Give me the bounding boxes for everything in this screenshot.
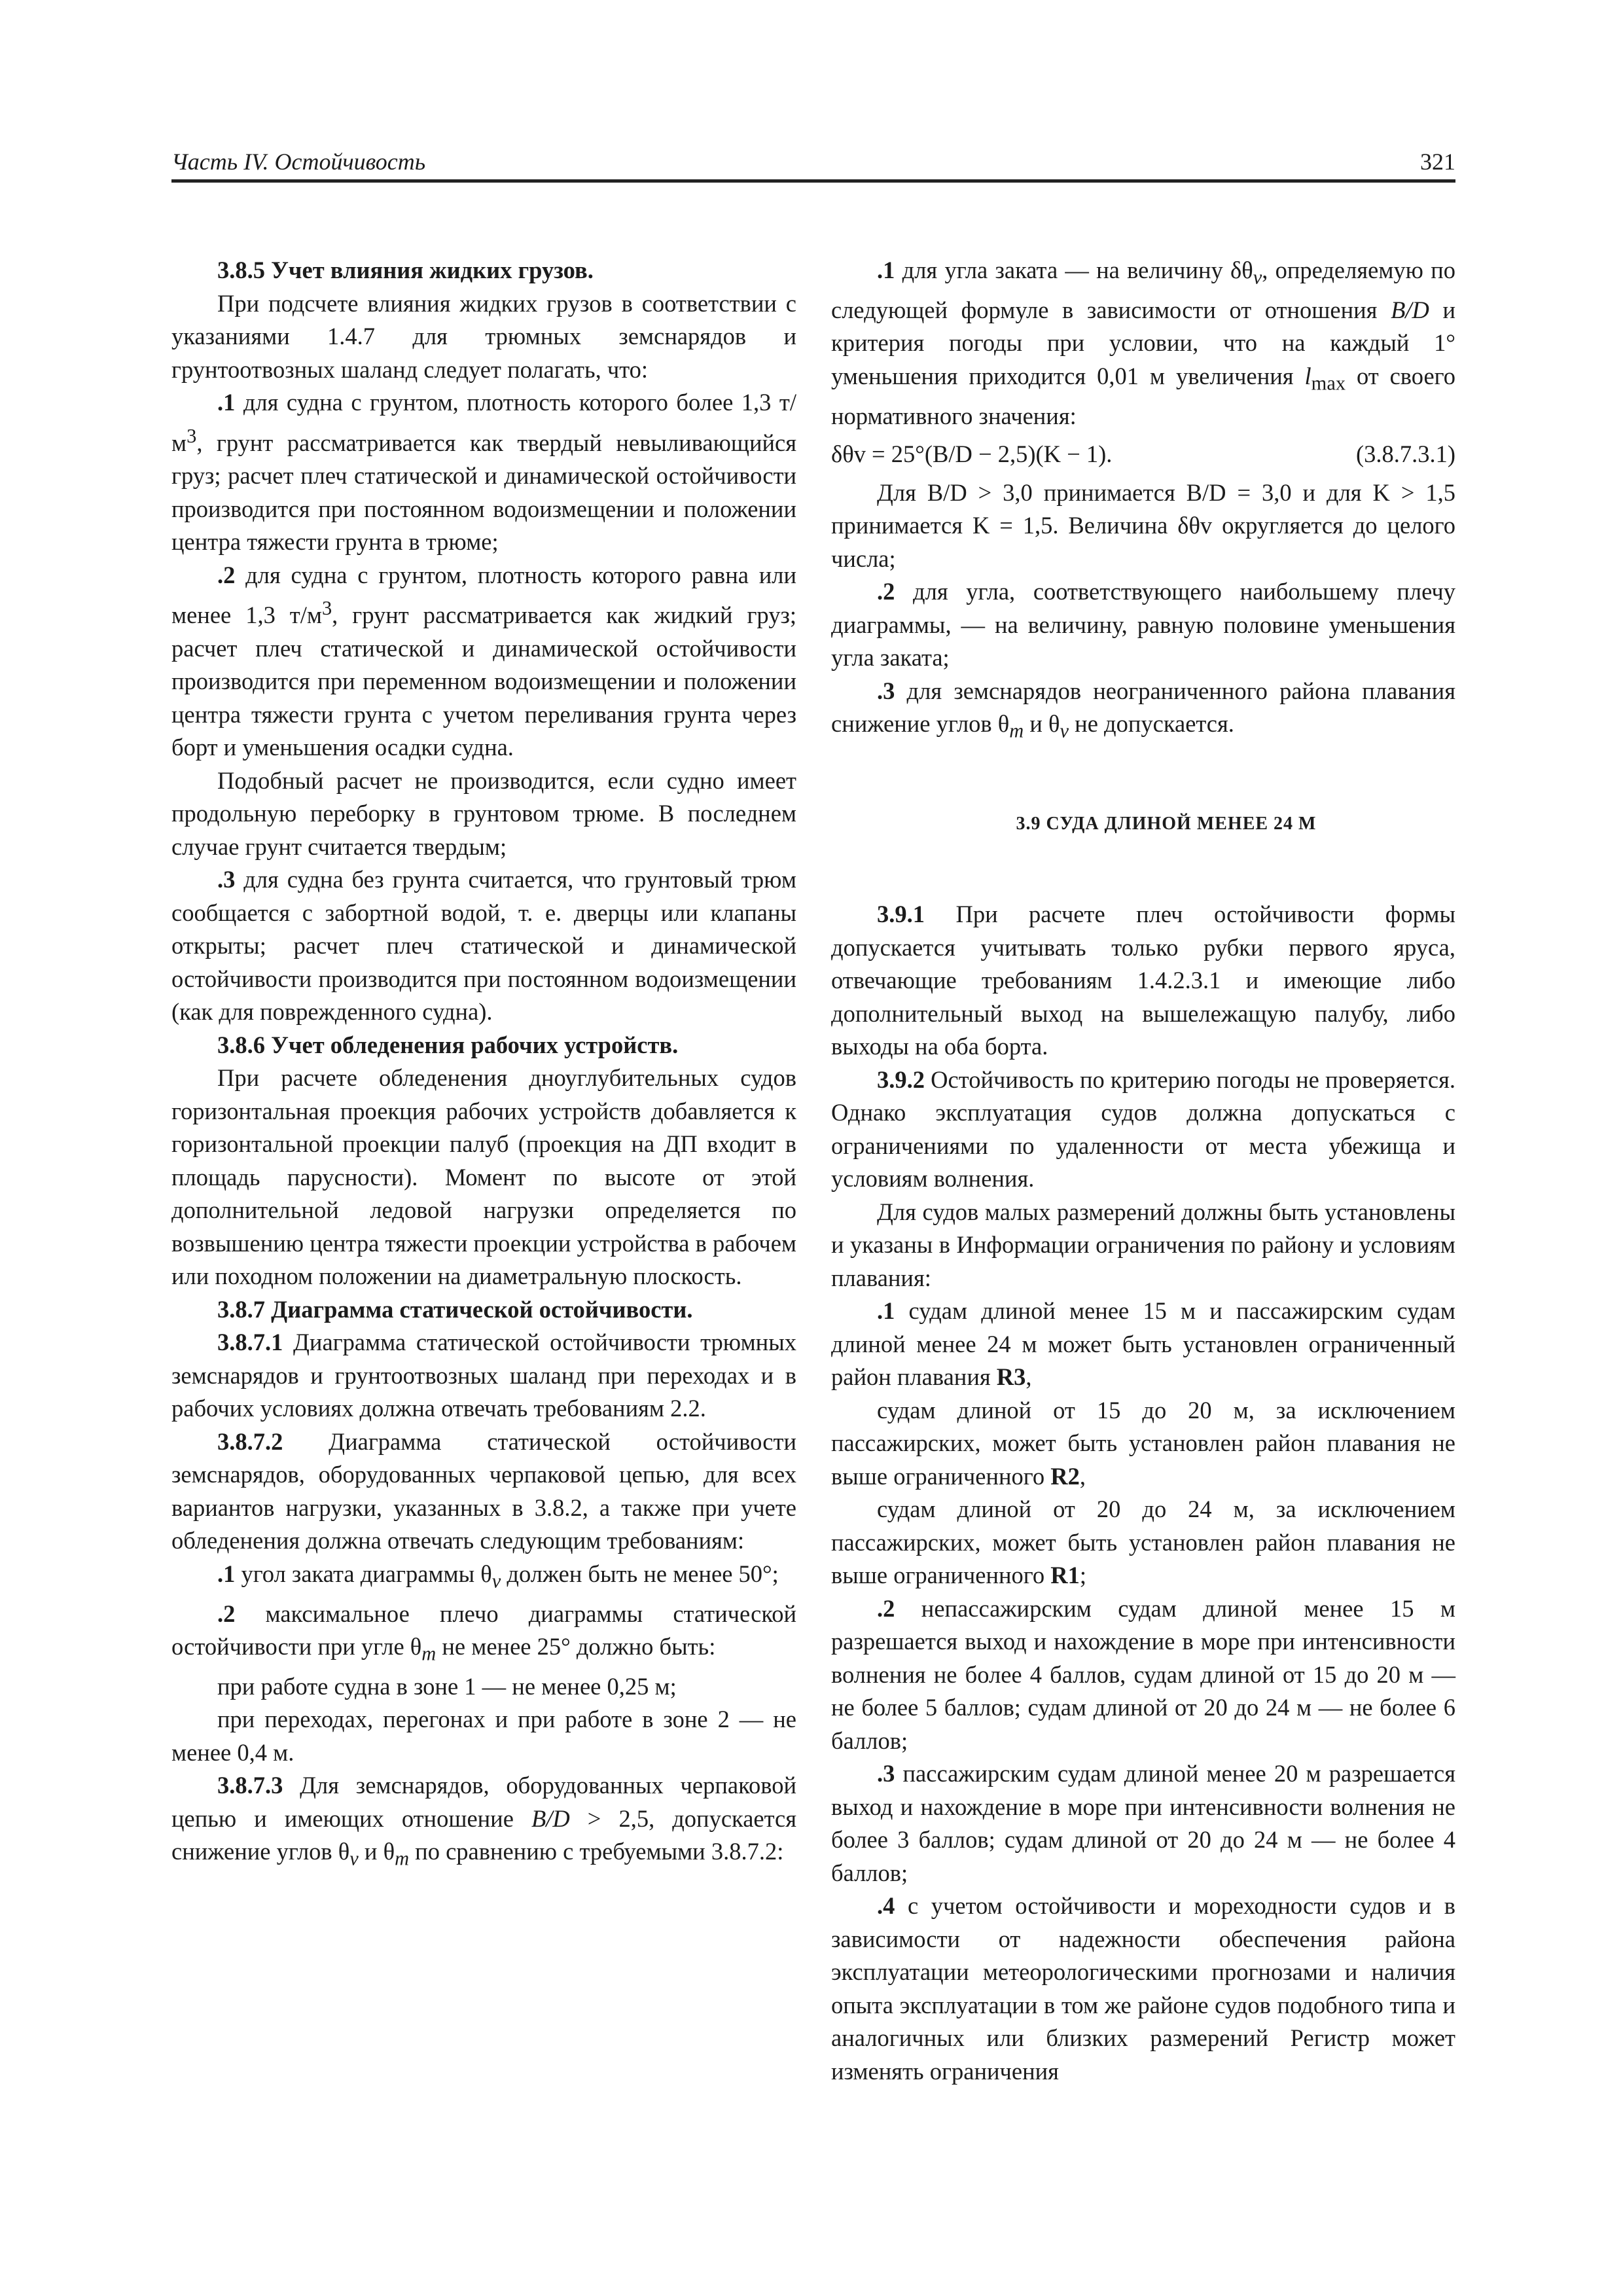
list-item: .1 угол заката диаграммы $\theta_v$ должен быть не менее 50°; (217, 1560, 779, 1592)
list-item: .1 для судна с грунтом, плотность которого более 1,3 $т/м^3$, грунт рассматривается как твердый невыливающийся груз; расчет плеч статической и динамической остойчивости производится при постоянном водоизмещении и положении центра тяжести грунта в трюме; (171, 389, 796, 556)
list-item: .2 для судна с грунтом, плотность которого равна или менее 1,3 $т/м^3$, грунт рассматривается как жидкий груз; расчет плеч статической и динамической остойчивости производится при переменном водоизмещении и положении центра тяжести грунта с учетом переливания грунта через борт и уменьшения осадки судна. (171, 561, 797, 761)
paragraph: 3.8.7.3 Для земснарядов, оборудованных черпаковой цепью и имеющих отношение B/D > 2,5, допускается снижение углов $\theta_v$ и $\theta_m$ по сравнению с требуемыми 3.8.7.2: (171, 1772, 797, 1870)
list-item: .2 непассажирским судам длиной менее 15 м разрешается выход и нахождение в море при интенсивности волнения не более 4 баллов, судам длиной от 15 до 20 м — не более 5 баллов; судам длиной от 20 до 24 м — не более 6 баллов; (831, 1594, 1455, 1754)
section-3-9-title: 3.9 СУДА ДЛИНОЙ МЕНЕЕ 24 М (1016, 813, 1317, 834)
list-item: .3 для судна без грунта считается, что грунтовый трюм сообщается с забортной водой, т. е. дверцы или клапаны открыты; расчет плеч статической и динамической остойчивости производится при постоянном водоизмещении (как для поврежденного судна). (171, 866, 796, 1026)
paragraph: 3.9.1 При расчете плеч остойчивости формы допускается учитывать только рубки первого яруса, отвечающие требованиям 1.4.2.3.1 и имеющие либо дополнительный выход на вышележащую палубу, либо выходы на оба борта. (831, 901, 1455, 1060)
section-3-8-5-title: 3.8.5 Учет влияния жидких грузов. (217, 257, 594, 283)
list-item: .1 судам длиной менее 15 м и пассажирским судам длиной менее 24 м может быть установлен ограниченный район плавания R3, (831, 1297, 1455, 1391)
list-item: .4 с учетом остойчивости и мореходности судов и в зависимости от надежности обеспечения района эксплуатации метеорологическими прогнозами и наличия опыта эксплуатации в том же районе судов подобного типа и аналогичных или близких размерений Регистр может изменять ограничения (831, 1892, 1455, 2085)
list-item: .3 для земснарядов неограниченного района плавания снижение углов $\theta_m$ и $\theta_v$ не допускается. (831, 677, 1455, 742)
section-3-8-6-title: 3.8.6 Учет обледенения рабочих устройств. (217, 1031, 679, 1058)
list-item: .1 для угла заката — на величину $\delta\theta_v$, определяемую по следующей формуле в зависимости от отношения B/D и критерия погоды при условии, что на каждый 1° уменьшения приходится 0,01 м увеличения $l_{max}$ от своего нормативного значения: (831, 257, 1455, 429)
list-item: .2 максимальное плечо диаграммы статической остойчивости при угле $\theta_m$ не менее 25° должно быть: (171, 1600, 796, 1665)
paragraph: При подсчете влияния жидких грузов в соответствии с указаниями 1.4.7 для трюмных земснарядов и грунтоотвозных шаланд следует полагать, что: (171, 289, 796, 383)
section-3-8-7-title: 3.8.7 Диаграмма статической остойчивости. (217, 1295, 693, 1323)
paragraph: 3.8.7.2 Диаграмма статической остойчивости земснарядов, оборудованных черпаковой цепью, для всех вариантов нагрузки, указанных в 3.8.2, а также при учете обледенения должна отвечать следующим требованиям: (171, 1427, 796, 1554)
right-column (831, 254, 1455, 2088)
formula-expression: δθv = 25°(B/D − 2,5)(K − 1). (831, 440, 1113, 468)
list-item: судам длиной от 20 до 24 м, за исключением пассажирских, может быть установлен район плавания не выше ограниченного R1; (831, 1496, 1455, 1589)
list-item: при работе судна в зоне 1 — не менее 0,25 м; (217, 1672, 677, 1700)
paragraph: 3.9.2 Остойчивость по критерию погоды не проверяется. Однако эксплуатация судов должна допускаться с ограничениями по удаленности от места убежища и условиям волнения. (831, 1066, 1455, 1193)
paragraph: При расчете обледенения дноуглубительных судов горизонтальная проекция рабочих устройств добавляется к горизонтальной проекции палуб (проекция на ДП входит в площадь парусности). Момент по высоте от этой дополнительной ледовой нагрузки определяется по возвышению центра тяжести проекции устройства в рабочем или походном положении на диаметральную плоскость. (171, 1064, 796, 1290)
running-header (171, 143, 1455, 183)
list-item: при переходах, перегонах и при работе в зоне 2 — не менее 0,4 м. (171, 1706, 796, 1766)
list-item: .3 пассажирским судам длиной менее 20 м разрешается выход и нахождение в море при интенсивности волнения не более 3 баллов; судам длиной от 20 до 24 м — не более 4 баллов; (831, 1760, 1455, 1886)
left-column (171, 254, 796, 1875)
paragraph: Для B/D > 3,0 принимается B/D = 3,0 и для K > 1,5 принимается K = 1,5. Величина δθv округляется до целого числа; (831, 478, 1455, 572)
list-item: .2 для угла, соответствующего наибольшему плечу диаграммы, — на величину, равную половине уменьшения угла заката; (831, 578, 1455, 672)
list-item: судам длиной от 15 до 20 м, за исключением пассажирских, может быть установлен район плавания не выше ограниченного R2, (831, 1396, 1455, 1490)
paragraph: Подобный расчет не производится, если судно имеет продольную переборку в грунтовом трюме. В последнем случае грунт считается твердым; (171, 766, 796, 860)
formula (831, 438, 1455, 471)
paragraph: 3.8.7.1 Диаграмма статической остойчивости трюмных земснарядов и грунтоотвозных шаланд при переходах и в рабочих условиях должна отвечать требованиям 2.2. (171, 1329, 796, 1422)
formula-number: (3.8.7.3.1) (1355, 440, 1455, 468)
header-title: Часть IV. Остойчивость (171, 149, 426, 175)
page-number: 321 (1420, 149, 1455, 175)
paragraph: Для судов малых размерений должны быть установлены и указаны в Информации ограничения по району и условиям плавания: (831, 1198, 1455, 1291)
